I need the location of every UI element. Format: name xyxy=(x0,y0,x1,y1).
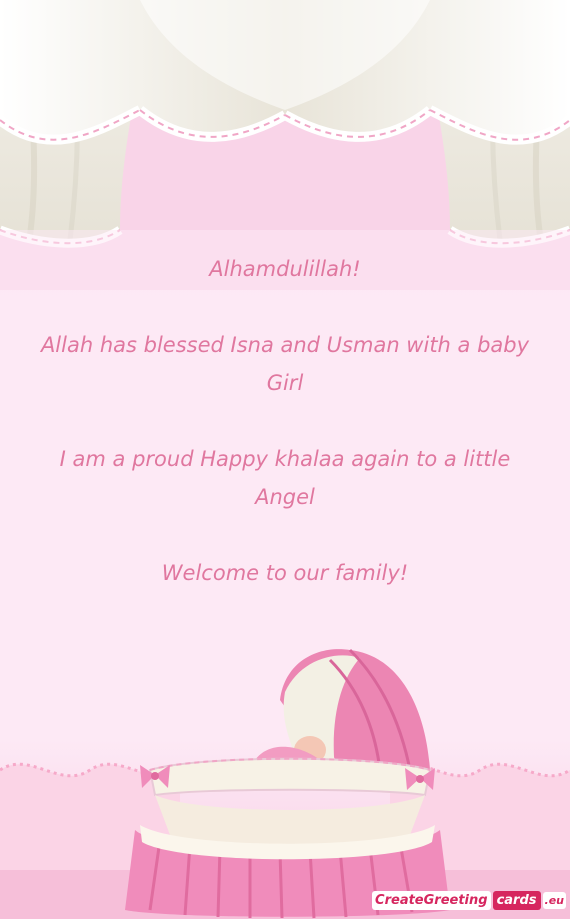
logo-text-part-1: CreateGreeting xyxy=(372,891,491,910)
greeting-line-4: Welcome to our family! xyxy=(161,561,409,585)
logo-text-part-3: .eu xyxy=(544,893,564,907)
greeting-line-1: Alhamdulillah! xyxy=(209,257,361,281)
greeting-line-3a: I am a proud Happy khalaa again to a little xyxy=(59,447,511,471)
baby-cradle-illustration xyxy=(0,620,570,919)
curtain-drape xyxy=(0,0,570,290)
greeting-line-3b: Angel xyxy=(255,485,315,509)
greeting-line-2b: Girl xyxy=(266,371,304,395)
greeting-message xyxy=(20,250,550,592)
brand-logo[interactable] xyxy=(372,885,566,915)
logo-text-part-2: cards xyxy=(493,891,541,910)
greeting-line-2a: Allah has blessed Isna and Usman with a baby xyxy=(40,333,530,357)
